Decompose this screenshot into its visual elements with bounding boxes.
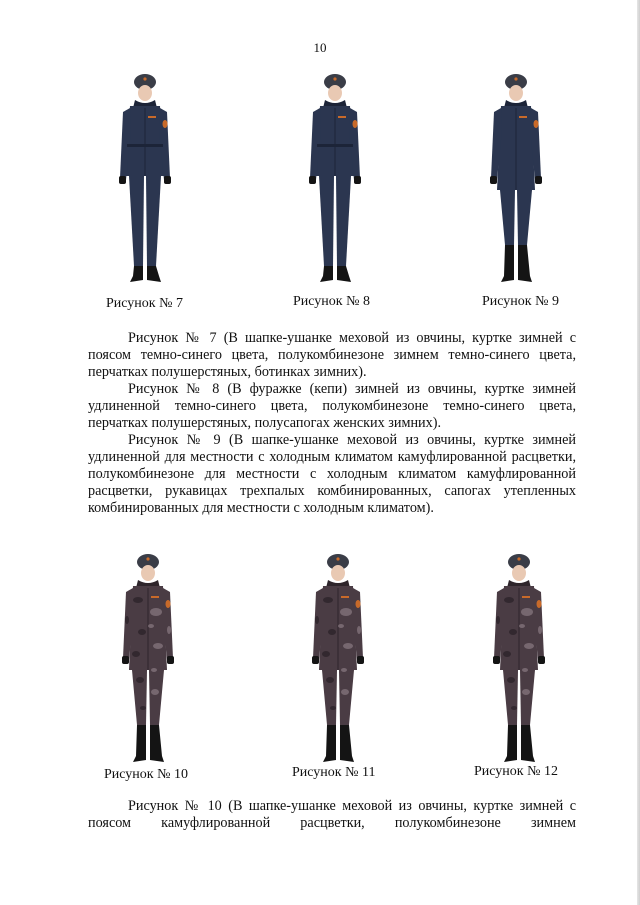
paragraph-figure-7-text: Рисунок № 7 (В шапке-ушанке меховой из овчины, куртке зимней с поясом темно-синего цвета, полукомбинезоне зимнем темно-синего цвета, перчатках полушерстяных, ботинках зимних). (88, 330, 576, 380)
face (509, 85, 523, 101)
right-trouser-leg (517, 190, 532, 245)
face (512, 565, 526, 581)
camo-spot (323, 597, 333, 603)
chest-tab (148, 116, 156, 118)
hat-badge (143, 77, 146, 80)
camo-spot (338, 624, 344, 628)
sleeve-patch (356, 600, 361, 608)
chest-tab (519, 116, 527, 118)
camo-spot (519, 624, 525, 628)
camo-spot (341, 689, 349, 695)
camo-spot (509, 629, 517, 635)
camo-spot (132, 651, 140, 657)
right-glove (354, 176, 361, 184)
camo-spot (326, 677, 334, 683)
paragraph-figure-9 (88, 432, 576, 517)
belt (317, 144, 353, 147)
figure-10-illustration (118, 550, 178, 770)
uniform-figure (308, 550, 368, 770)
figure-8-illustration (305, 70, 365, 290)
camo-spot (504, 597, 514, 603)
right-trouser-leg (149, 670, 164, 725)
camo-spot (136, 677, 144, 683)
figure-11-illustration (308, 550, 368, 770)
camo-spot (538, 626, 542, 634)
paragraph-figure-7 (88, 330, 576, 381)
right-glove (357, 656, 364, 664)
hat-badge (333, 77, 336, 80)
camo-spot (322, 651, 330, 657)
right-boot (147, 266, 161, 282)
figure-11-caption: Рисунок № 11 (292, 765, 376, 780)
right-boot (521, 725, 535, 762)
camo-spot (341, 668, 347, 672)
camo-spot (496, 616, 500, 624)
uniform-figure (118, 550, 178, 770)
camo-spot (511, 706, 517, 710)
camo-spot (133, 597, 143, 603)
left-glove (309, 176, 316, 184)
right-trouser-leg (146, 176, 161, 266)
camo-spot (151, 668, 157, 672)
camo-spot (167, 626, 171, 634)
left-trouser-leg (319, 176, 334, 266)
face (328, 85, 342, 101)
left-boot (130, 266, 143, 282)
hat-badge (146, 557, 149, 560)
left-glove (493, 656, 500, 664)
camo-spot (148, 624, 154, 628)
camo-spot (357, 626, 361, 634)
camo-spot (503, 651, 511, 657)
camo-spot (150, 608, 162, 616)
uniform-figure (115, 70, 175, 290)
right-boot (337, 266, 351, 282)
left-trouser-leg (500, 190, 515, 245)
chest-tab (151, 596, 159, 598)
sleeve-patch (163, 120, 168, 128)
camo-spot (315, 616, 319, 624)
right-boot (518, 245, 532, 282)
camo-spot (343, 643, 353, 649)
camo-spot (524, 643, 534, 649)
camo-spot (153, 643, 163, 649)
hat-badge (517, 557, 520, 560)
camo-spot (522, 668, 528, 672)
paragraph-figure-9-text: Рисунок № 9 (В шапке-ушанке меховой из овчины, куртке зимней удлиненной для местности с холодным климатом камуфлированной расцветки, полукомбинезоне для местности с холодным климатом камуфлированной расцветки, рукавицах трехпалых комбинированных, сапогах утепленных комбинированных для местности с холодным климатом). (88, 432, 576, 516)
right-glove (538, 656, 545, 664)
page-number: 10 (313, 40, 327, 55)
uniform-figure (305, 70, 365, 290)
left-glove (119, 176, 126, 184)
right-glove (164, 176, 171, 184)
figure-9-illustration (486, 70, 546, 290)
camo-spot (138, 629, 146, 635)
camo-spot (151, 689, 159, 695)
figure-7-illustration (115, 70, 175, 290)
right-trouser-leg (339, 670, 354, 725)
paragraph-figure-8 (88, 381, 576, 432)
left-glove (122, 656, 129, 664)
right-boot (340, 725, 354, 762)
chest-tab (338, 116, 346, 118)
camo-spot (522, 689, 530, 695)
camo-spot (328, 629, 336, 635)
right-glove (535, 176, 542, 184)
paragraph-figure-8-text: Рисунок № 8 (В фуражке (кепи) зимней из овчины, куртке зимней удлиненной темно-синего цвета, полукомбинезоне темно-синего цвета, перчатках полушерстяных, полусапогах женских зимних). (88, 381, 576, 431)
uniform-figure (486, 70, 546, 290)
right-boot (150, 725, 164, 762)
face (141, 565, 155, 581)
face (331, 565, 345, 581)
left-trouser-leg (129, 176, 144, 266)
paragraph-figure-10-text: Рисунок № 10 (В шапке-ушанке меховой из овчины, куртке зимней с поясом камуфлированной расцветки, полукомбинезоне зимнем (88, 798, 576, 831)
figure-7-caption: Рисунок № 7 (106, 296, 183, 311)
right-glove (167, 656, 174, 664)
chest-tab (522, 596, 530, 598)
uniform-figure (489, 550, 549, 770)
left-glove (312, 656, 319, 664)
figure-12-illustration (489, 550, 549, 770)
figure-12-caption: Рисунок № 12 (474, 764, 558, 779)
figure-8-caption: Рисунок № 8 (293, 294, 370, 309)
sleeve-patch (534, 120, 539, 128)
belt (127, 144, 163, 147)
hat-badge (336, 557, 339, 560)
sleeve-patch (537, 600, 542, 608)
left-boot (320, 266, 333, 282)
paragraph-figure-10 (88, 798, 576, 832)
figure-10-caption: Рисунок № 10 (104, 767, 188, 782)
camo-spot (521, 608, 533, 616)
left-boot (504, 725, 517, 762)
camo-spot (340, 608, 352, 616)
hat-badge (514, 77, 517, 80)
face (138, 85, 152, 101)
left-boot (323, 725, 336, 762)
right-trouser-leg (336, 176, 351, 266)
sleeve-patch (166, 600, 171, 608)
figure-9-caption: Рисунок № 9 (482, 294, 559, 309)
right-trouser-leg (520, 670, 535, 725)
left-glove (490, 176, 497, 184)
camo-spot (125, 616, 129, 624)
camo-spot (330, 706, 336, 710)
chest-tab (341, 596, 349, 598)
camo-spot (140, 706, 146, 710)
left-boot (133, 725, 146, 762)
sleeve-patch (353, 120, 358, 128)
left-boot (501, 245, 514, 282)
camo-spot (507, 677, 515, 683)
